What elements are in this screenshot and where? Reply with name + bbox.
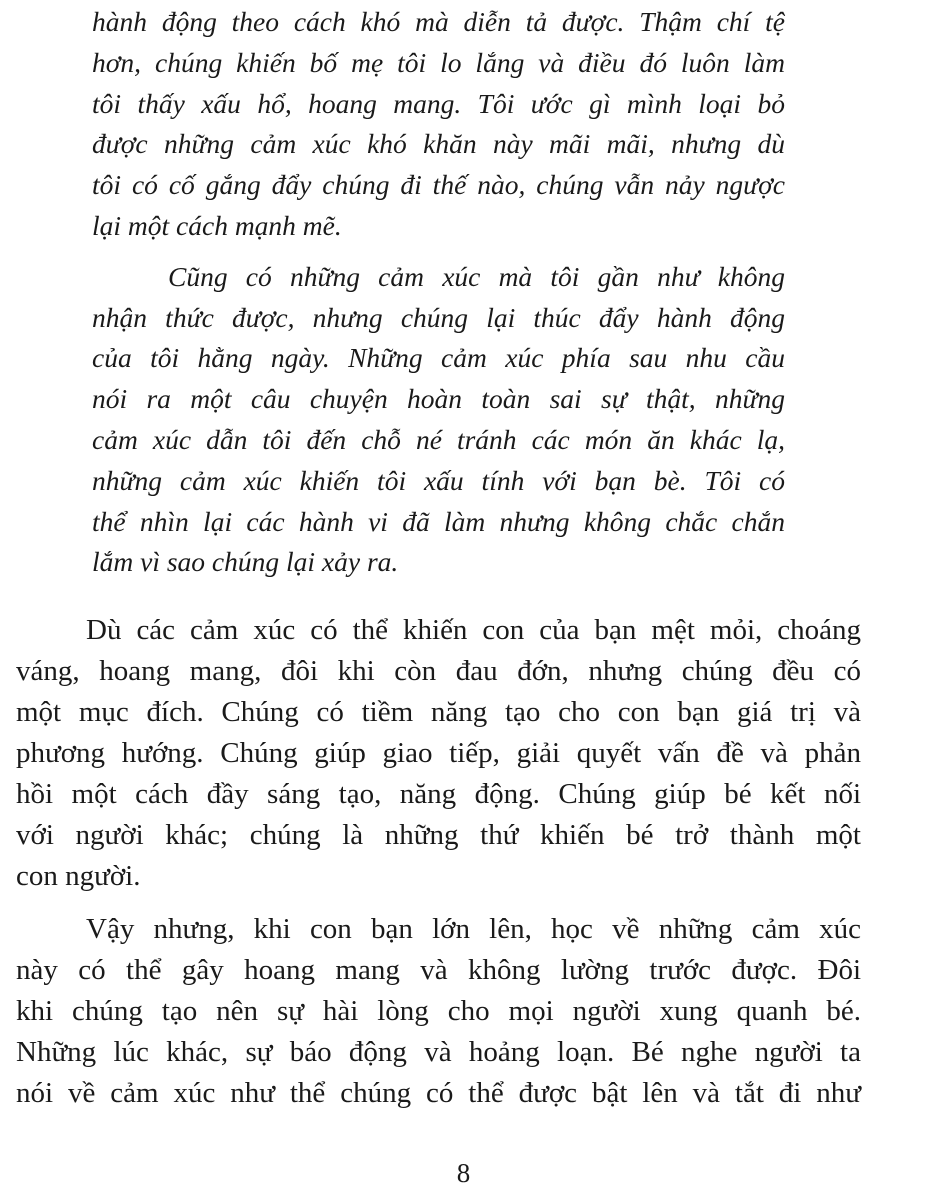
body-line: Vậy nhưng, khi con bạn lớn lên, học về những cảm xúc [86,913,861,945]
body-line: Những lúc khác, sự báo động và hoảng loạn. Bé nghe người ta [16,1036,861,1068]
body-line: này có thể gây hoang mang và không lường trước được. Đôi [16,954,861,986]
body-line: Dù các cảm xúc có thể khiến con của bạn mệt mỏi, choáng [86,614,861,646]
quote-line: tôi có cố gắng đẩy chúng đi thế nào, chúng vẫn nảy ngược [92,169,785,201]
quote-line: lại một cách mạnh mẽ. [92,209,342,241]
quote-paragraph [92,257,785,583]
quote-line: Cũng có những cảm xúc mà tôi gần như không [168,260,785,292]
page-number: 8 [456,1158,471,1188]
quote-line: thể nhìn lại các hành vi đã làm nhưng không chắc chắn [92,505,785,537]
body-line: con người. [16,860,141,892]
quote-line: lắm vì sao chúng lại xảy ra. [92,546,399,578]
body-line: với người khác; chúng là những thứ khiến bé trở thành một [16,819,861,851]
quote-line: của tôi hằng ngày. Những cảm xúc phía sau nhu cầu [92,342,785,374]
body-line: nói về cảm xúc như thể chúng có thể được bật lên và tắt đi như [16,1077,861,1109]
quote-line: tôi thấy xấu hổ, hoang mang. Tôi ước gì mình loại bỏ [92,87,785,119]
block-quote [92,2,785,583]
body-line: khi chúng tạo nên sự hài lòng cho mọi người xung quanh bé. [16,995,861,1027]
quote-line: cảm xúc dẫn tôi đến chỗ né tránh các món ăn khác lạ, [92,423,785,455]
quote-line: hành động theo cách khó mà diễn tả được. Thậm chí tệ [92,6,785,37]
quote-line: những cảm xúc khiến tôi xấu tính với bạn bè. Tôi có [92,464,785,496]
body-paragraph [16,909,861,1114]
body-line: phương hướng. Chúng giúp giao tiếp, giải quyết vấn đề và phản [16,737,861,769]
quote-line: hơn, chúng khiến bố mẹ tôi lo lắng và điều đó luôn làm [92,46,785,78]
quote-line: nói ra một câu chuyện hoàn toàn sai sự thật, những [92,383,785,415]
body-line: váng, hoang mang, đôi khi còn đau đớn, nhưng chúng đều có [16,655,861,687]
body-line: hồi một cách đầy sáng tạo, năng động. Chúng giúp bé kết nối [16,778,861,810]
quote-paragraph [92,2,785,247]
quote-line: được những cảm xúc khó khăn này mãi mãi, nhưng dù [92,128,785,160]
body-paragraph [16,610,861,897]
quote-line: nhận thức được, nhưng chúng lại thúc đẩy hành động [92,301,785,333]
body-text [16,610,861,1114]
body-line: một mục đích. Chúng có tiềm năng tạo cho con bạn giá trị và [16,696,861,728]
